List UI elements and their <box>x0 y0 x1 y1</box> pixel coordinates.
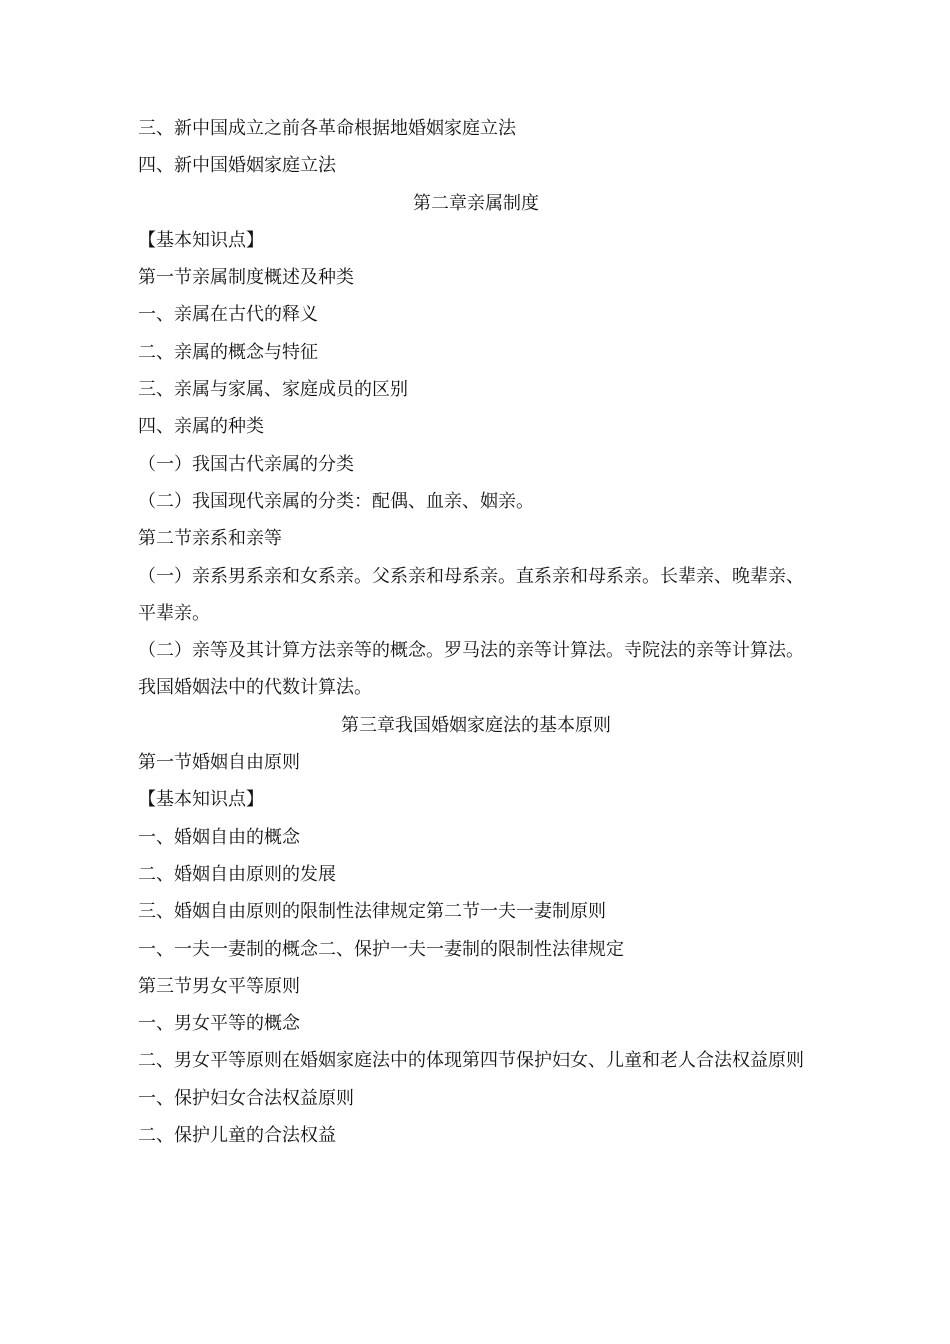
text-line: 【基本知识点】 <box>138 229 264 251</box>
section-heading: 第二节亲系和亲等 <box>138 528 282 550</box>
text-line: 四、新中国婚姻家庭立法 <box>138 155 336 177</box>
section-heading: 第三节男女平等原则 <box>138 975 300 997</box>
paragraph: （一）亲系男系亲和女系亲。父系亲和母系亲。直系亲和母系亲。长辈亲、晚辈亲、平辈亲。 <box>138 565 804 624</box>
paragraph: 二、男女平等原则在婚姻家庭法中的体现第四节保护妇女、儿童和老人合法权益原则 <box>138 1050 804 1072</box>
section-heading: 第一节亲属制度概述及种类 <box>138 267 354 289</box>
document-page <box>138 110 814 1154</box>
text-line: 一、亲属在古代的释义 <box>138 304 318 326</box>
text-line: 一、男女平等的概念 <box>138 1013 300 1035</box>
text-line: 一、婚姻自由的概念 <box>138 826 300 848</box>
text-line: 一、一夫一妻制的概念二、保护一夫一妻制的限制性法律规定 <box>138 938 624 960</box>
text-line: （二）我国现代亲属的分类：配偶、血亲、姻亲。 <box>138 490 534 512</box>
text-line: （一）我国古代亲属的分类 <box>138 453 354 475</box>
text-line: 一、保护妇女合法权益原则 <box>138 1087 354 1109</box>
text-line: 二、婚姻自由原则的发展 <box>138 863 336 885</box>
text-line: 二、亲属的概念与特征 <box>138 341 318 363</box>
chapter-heading: 第二章亲属制度 <box>413 192 539 214</box>
text-line: 三、婚姻自由原则的限制性法律规定第二节一夫一妻制原则 <box>138 901 606 923</box>
text-line: 【基本知识点】 <box>138 789 264 811</box>
text-line: 三、新中国成立之前各革命根据地婚姻家庭立法 <box>138 118 516 139</box>
paragraph: （二）亲等及其计算方法亲等的概念。罗马法的亲等计算法。寺院法的亲等计算法。我国婚姻法中的代数计算法。 <box>138 640 804 699</box>
text-line: 三、亲属与家属、家庭成员的区别 <box>138 379 408 401</box>
text-line: 二、保护儿童的合法权益 <box>138 1125 336 1147</box>
chapter-heading: 第三章我国婚姻家庭法的基本原则 <box>341 714 611 736</box>
text-line: 四、亲属的种类 <box>138 416 264 438</box>
section-heading: 第一节婚姻自由原则 <box>138 752 300 774</box>
